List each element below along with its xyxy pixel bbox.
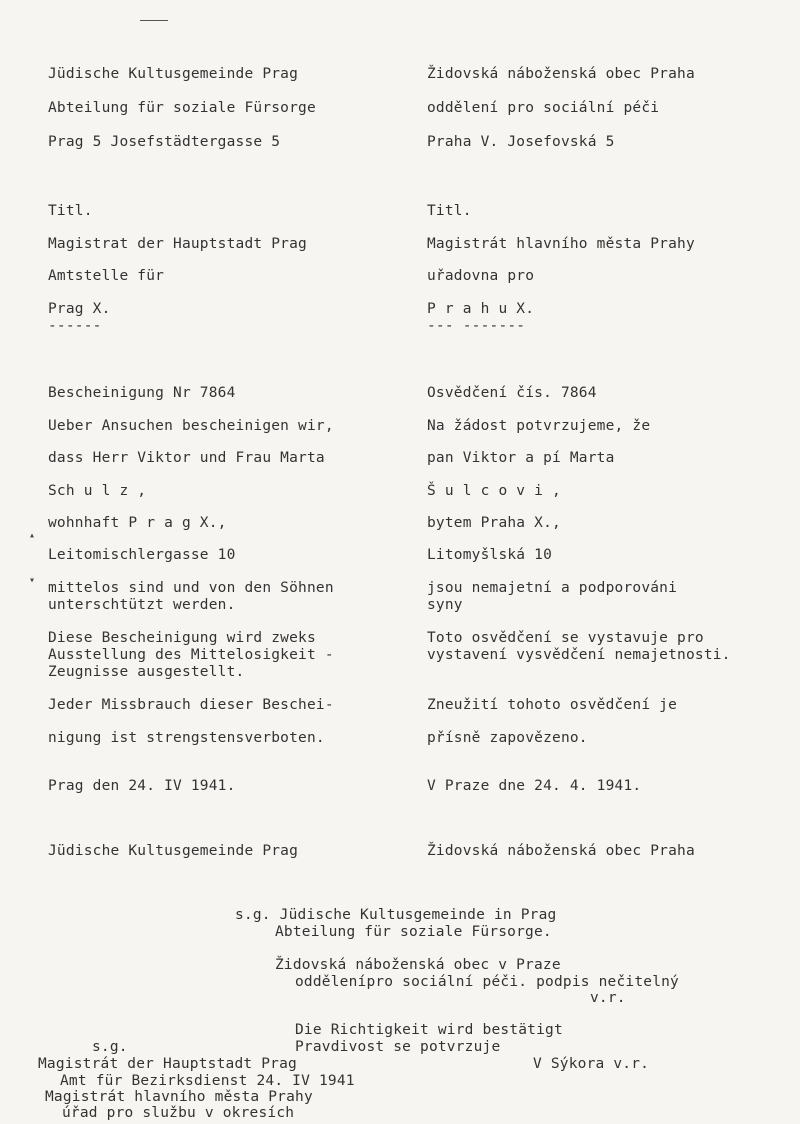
right-body-line7a: Toto osvědčení se vystavuje pro — [427, 630, 704, 646]
right-recipient-line1: Magistrát hlavního města Prahy — [427, 236, 695, 252]
left-recipient-line3: Prag X. — [48, 301, 111, 317]
right-body-street: Litomyšlská 10 — [427, 547, 553, 563]
left-body-line7b: Ausstellung des Mittelosigkeit - — [48, 647, 334, 663]
right-recipient-underline: --- ------- — [427, 318, 526, 334]
left-body-line6b: unterschtützt werden. — [48, 597, 236, 613]
footer-vr: v.r. — [590, 990, 626, 1006]
left-body-line7c: Zeugnisse ausgestellt. — [48, 664, 245, 680]
left-date: Prag den 24. IV 1941. — [48, 778, 236, 794]
right-body-line6b: syny — [427, 597, 463, 613]
left-body-residence: wohnhaft P r a g X., — [48, 515, 227, 531]
top-dash-mark — [140, 20, 168, 21]
left-recipient-underline: ------ — [48, 318, 102, 334]
right-recipient-line3: P r a h u X. — [427, 301, 535, 317]
right-body-line1: Na žádost potvrzujeme, že — [427, 418, 651, 434]
left-recipient-line2: Amtstelle für — [48, 268, 165, 284]
left-body-street: Leitomischlergasse 10 — [48, 547, 236, 563]
right-recipient-line2: uřadovna pro — [427, 268, 535, 284]
left-body-line1: Ueber Ansuchen bescheinigen wir, — [48, 418, 334, 434]
margin-mark-2: ▾ — [29, 575, 36, 586]
stamp-line4: úřad pro službu v okresích — [62, 1105, 295, 1121]
footer-sg-line2: Abteilung für soziale Fürsorge. — [275, 924, 552, 940]
right-body-line7b: vystavení vysvědčení nemajetnosti. — [427, 647, 731, 663]
left-body-line6a: mittelos sind und von den Söhnen — [48, 580, 334, 596]
margin-mark-1: ▴ — [29, 530, 36, 541]
right-body-line2: pan Viktor a pí Marta — [427, 450, 615, 466]
left-body-name: Sch u l z , — [48, 483, 147, 499]
right-body-line6a: jsou nemajetní a podporováni — [427, 580, 678, 596]
right-body-line8b: přísně zapovězeno. — [427, 730, 588, 746]
left-signature: Jüdische Kultusgemeinde Prag — [48, 843, 299, 859]
footer-confirm-cz: Pravdivost se potvrzuje — [295, 1039, 501, 1055]
left-salutation: Titl. — [48, 203, 93, 219]
right-body-name: Š u l c o v i , — [427, 483, 561, 499]
right-date: V Praze dne 24. 4. 1941. — [427, 778, 642, 794]
left-recipient-line1: Magistrat der Hauptstadt Prag — [48, 236, 307, 252]
footer-confirm-de: Die Richtigkeit wird bestätigt — [295, 1022, 563, 1038]
left-body-line7a: Diese Bescheinigung wird zweks — [48, 630, 316, 646]
footer-sg-mark: s.g. — [92, 1039, 128, 1055]
right-org-name: Židovská náboženská obec Praha — [427, 66, 695, 82]
stamp-line3: Magistrát hlavního města Prahy — [45, 1089, 313, 1105]
left-org-name: Jüdische Kultusgemeinde Prag — [48, 66, 299, 82]
left-body-line8b: nigung ist strengstensverboten. — [48, 730, 325, 746]
right-body-line8a: Zneužití tohoto osvědčení je — [427, 697, 678, 713]
right-certificate-number: Osvědčení čís. 7864 — [427, 385, 597, 401]
right-salutation: Titl. — [427, 203, 472, 219]
stamp-line2: Amt für Bezirksdienst 24. IV 1941 — [60, 1073, 355, 1089]
left-body-line2: dass Herr Viktor und Frau Marta — [48, 450, 325, 466]
left-body-line8a: Jeder Missbrauch dieser Beschei- — [48, 697, 334, 713]
right-signature: Židovská náboženská obec Praha — [427, 843, 695, 859]
right-body-residence: bytem Praha X., — [427, 515, 561, 531]
right-org-address: Praha V. Josefovská 5 — [427, 134, 615, 150]
stamp-line1: Magistrát der Hauptstadt Prag — [38, 1056, 297, 1072]
left-org-address: Prag 5 Josefstädtergasse 5 — [48, 134, 281, 150]
left-certificate-number: Bescheinigung Nr 7864 — [48, 385, 236, 401]
footer-czech-line2: oddělenípro sociální péči. podpis nečitelný — [295, 974, 679, 990]
right-org-department: oddělení pro sociální péči — [427, 100, 660, 116]
footer-czech-line1: Židovská náboženská obec v Praze — [275, 957, 561, 973]
footer-sg-line1: s.g. Jüdische Kultusgemeinde in Prag — [235, 907, 557, 923]
footer-signer: V Sýkora v.r. — [533, 1056, 650, 1072]
left-org-department: Abteilung für soziale Fürsorge — [48, 100, 316, 116]
